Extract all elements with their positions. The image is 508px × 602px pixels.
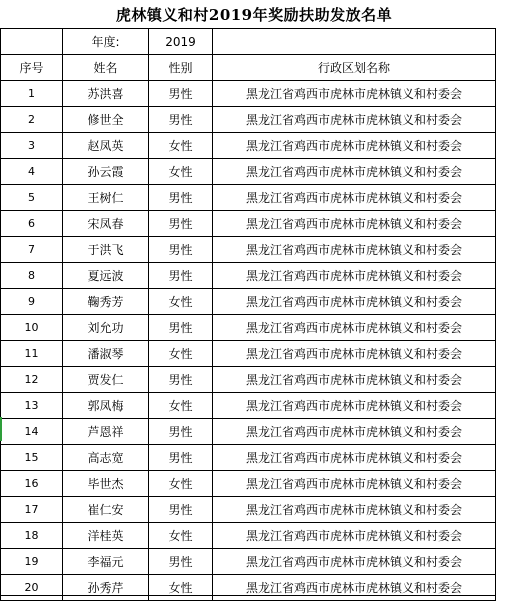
row-number[interactable]: 17 <box>1 497 63 523</box>
right-gutter <box>496 28 508 601</box>
person-gender[interactable]: 男性 <box>149 237 213 263</box>
person-name[interactable]: 王树仁 <box>63 185 149 211</box>
row-number[interactable]: 9 <box>1 289 63 315</box>
person-gender[interactable]: 男性 <box>149 419 213 445</box>
person-gender[interactable]: 男性 <box>149 367 213 393</box>
person-name[interactable]: 孙云霞 <box>63 159 149 185</box>
person-gender[interactable]: 男性 <box>149 263 213 289</box>
region-name[interactable]: 黑龙江省鸡西市虎林市虎林镇义和村委会 <box>213 315 496 341</box>
row-number[interactable]: 20 <box>1 575 63 601</box>
table-row <box>1 263 496 289</box>
table-row <box>1 471 496 497</box>
region-name[interactable]: 黑龙江省鸡西市虎林市虎林镇义和村委会 <box>213 185 496 211</box>
row-number[interactable]: 12 <box>1 367 63 393</box>
person-name[interactable]: 郭凤梅 <box>63 393 149 419</box>
person-gender[interactable]: 男性 <box>149 211 213 237</box>
region-name[interactable]: 黑龙江省鸡西市虎林市虎林镇义和村委会 <box>213 289 496 315</box>
row-number[interactable]: 1 <box>1 81 63 107</box>
table-row <box>1 81 496 107</box>
table-row <box>1 367 496 393</box>
row-number[interactable]: 14 <box>1 419 63 445</box>
person-gender[interactable]: 男性 <box>149 549 213 575</box>
person-name[interactable]: 崔仁安 <box>63 497 149 523</box>
table-row <box>1 549 496 575</box>
table-row <box>1 497 496 523</box>
person-name[interactable]: 洋桂英 <box>63 523 149 549</box>
table-row <box>1 133 496 159</box>
row-number[interactable]: 7 <box>1 237 63 263</box>
region-name[interactable]: 黑龙江省鸡西市虎林市虎林镇义和村委会 <box>213 81 496 107</box>
person-gender[interactable]: 女性 <box>149 575 213 601</box>
person-gender[interactable]: 女性 <box>149 133 213 159</box>
row-number[interactable]: 2 <box>1 107 63 133</box>
empty-cell[interactable] <box>213 29 496 55</box>
row-number[interactable]: 5 <box>1 185 63 211</box>
header-name[interactable]: 姓名 <box>63 55 149 81</box>
person-name[interactable]: 李福元 <box>63 549 149 575</box>
region-name[interactable]: 黑龙江省鸡西市虎林市虎林镇义和村委会 <box>213 549 496 575</box>
year-label[interactable]: 年度: <box>63 29 149 55</box>
person-gender[interactable]: 女性 <box>149 159 213 185</box>
person-gender[interactable]: 男性 <box>149 445 213 471</box>
region-name[interactable]: 黑龙江省鸡西市虎林市虎林镇义和村委会 <box>213 341 496 367</box>
table-row <box>1 445 496 471</box>
person-gender[interactable]: 男性 <box>149 497 213 523</box>
region-name[interactable]: 黑龙江省鸡西市虎林市虎林镇义和村委会 <box>213 367 496 393</box>
empty-cell[interactable] <box>1 29 63 55</box>
person-name[interactable]: 毕世杰 <box>63 471 149 497</box>
region-name[interactable]: 黑龙江省鸡西市虎林市虎林镇义和村委会 <box>213 107 496 133</box>
region-name[interactable]: 黑龙江省鸡西市虎林市虎林镇义和村委会 <box>213 471 496 497</box>
person-gender[interactable]: 女性 <box>149 523 213 549</box>
person-name[interactable]: 宋凤春 <box>63 211 149 237</box>
row-number[interactable]: 6 <box>1 211 63 237</box>
region-name[interactable]: 黑龙江省鸡西市虎林市虎林镇义和村委会 <box>213 393 496 419</box>
year-value[interactable]: 2019 <box>149 29 213 55</box>
person-name[interactable]: 贾发仁 <box>63 367 149 393</box>
table-row <box>1 107 496 133</box>
year-row <box>1 29 496 55</box>
region-name[interactable]: 黑龙江省鸡西市虎林市虎林镇义和村委会 <box>213 211 496 237</box>
table-row <box>1 315 496 341</box>
row-selection-marker <box>0 417 2 441</box>
person-gender[interactable]: 男性 <box>149 107 213 133</box>
region-name[interactable]: 黑龙江省鸡西市虎林市虎林镇义和村委会 <box>213 159 496 185</box>
person-name[interactable]: 高志宽 <box>63 445 149 471</box>
row-number[interactable]: 18 <box>1 523 63 549</box>
person-gender[interactable]: 女性 <box>149 289 213 315</box>
row-number[interactable]: 15 <box>1 445 63 471</box>
header-gender[interactable]: 性别 <box>149 55 213 81</box>
region-name[interactable]: 黑龙江省鸡西市虎林市虎林镇义和村委会 <box>213 445 496 471</box>
table-row <box>1 185 496 211</box>
table-row <box>1 341 496 367</box>
row-number[interactable]: 11 <box>1 341 63 367</box>
person-name[interactable]: 夏远波 <box>63 263 149 289</box>
region-name[interactable]: 黑龙江省鸡西市虎林市虎林镇义和村委会 <box>213 575 496 601</box>
person-gender[interactable]: 男性 <box>149 185 213 211</box>
row-number[interactable]: 16 <box>1 471 63 497</box>
person-name[interactable]: 潘淑琴 <box>63 341 149 367</box>
person-gender[interactable]: 女性 <box>149 393 213 419</box>
table-row <box>1 419 496 445</box>
row-number[interactable]: 19 <box>1 549 63 575</box>
region-name[interactable]: 黑龙江省鸡西市虎林市虎林镇义和村委会 <box>213 419 496 445</box>
person-gender[interactable]: 男性 <box>149 81 213 107</box>
header-region[interactable]: 行政区划名称 <box>213 55 496 81</box>
region-name[interactable]: 黑龙江省鸡西市虎林市虎林镇义和村委会 <box>213 133 496 159</box>
row-number[interactable]: 10 <box>1 315 63 341</box>
person-name[interactable]: 于洪飞 <box>63 237 149 263</box>
person-gender[interactable]: 男性 <box>149 315 213 341</box>
sheet-title: 虎林镇义和村2019年奖励扶助发放名单 <box>115 5 393 24</box>
person-name[interactable]: 赵凤英 <box>63 133 149 159</box>
row-number[interactable]: 13 <box>1 393 63 419</box>
table-row <box>1 289 496 315</box>
region-name[interactable]: 黑龙江省鸡西市虎林市虎林镇义和村委会 <box>213 523 496 549</box>
header-row <box>1 55 496 81</box>
header-no[interactable]: 序号 <box>1 55 63 81</box>
table-row <box>1 523 496 549</box>
table-row <box>1 211 496 237</box>
row-number[interactable]: 3 <box>1 133 63 159</box>
region-name[interactable]: 黑龙江省鸡西市虎林市虎林镇义和村委会 <box>213 237 496 263</box>
person-gender[interactable]: 女性 <box>149 341 213 367</box>
person-name[interactable]: 修世全 <box>63 107 149 133</box>
person-gender[interactable]: 女性 <box>149 471 213 497</box>
row-number[interactable]: 4 <box>1 159 63 185</box>
table-row <box>1 159 496 185</box>
row-number[interactable]: 8 <box>1 263 63 289</box>
region-name[interactable]: 黑龙江省鸡西市虎林市虎林镇义和村委会 <box>213 263 496 289</box>
person-name[interactable]: 芦恩祥 <box>63 419 149 445</box>
person-name[interactable]: 鞠秀芳 <box>63 289 149 315</box>
recipient-table <box>0 28 496 601</box>
person-name[interactable]: 孙秀芹 <box>63 575 149 601</box>
person-name[interactable]: 刘允功 <box>63 315 149 341</box>
region-name[interactable]: 黑龙江省鸡西市虎林市虎林镇义和村委会 <box>213 497 496 523</box>
table-row <box>1 237 496 263</box>
person-name[interactable]: 苏洪喜 <box>63 81 149 107</box>
table-row <box>1 393 496 419</box>
